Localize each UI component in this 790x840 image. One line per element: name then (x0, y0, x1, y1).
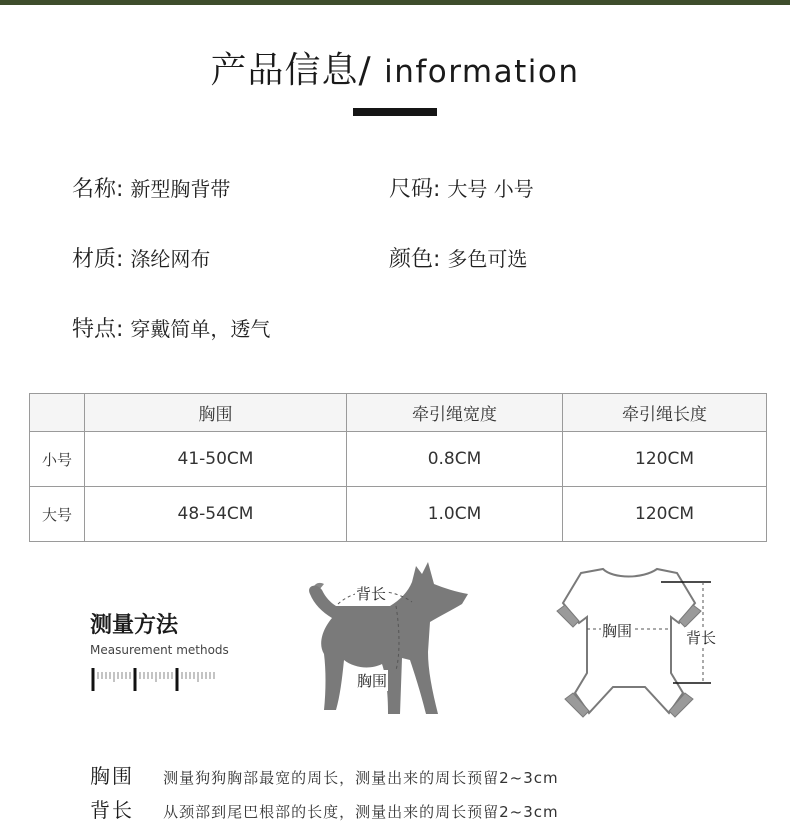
info-feature-value: 穿戴简单，透气 (130, 317, 271, 341)
garment-back-length-label: 背长 (686, 629, 717, 647)
garment-chest-label: 胸围 (602, 622, 633, 640)
info-feature-label: 特点: (72, 317, 124, 342)
table-cell: 0.8CM (347, 432, 563, 487)
garment-figure (543, 565, 733, 720)
desc-chest-key: 胸围 (90, 764, 134, 788)
info-name-label: 名称: (72, 177, 124, 202)
info-size (389, 172, 534, 203)
table-header-cell: 牵引绳宽度 (347, 394, 563, 432)
info-name (72, 172, 230, 203)
table-cell: 41-50CM (85, 432, 347, 487)
title-underline (353, 108, 437, 116)
table-cell: 大号 (30, 487, 85, 542)
dog-figure (300, 560, 480, 720)
info-size-value: 大号 小号 (447, 177, 534, 201)
table-row (30, 487, 767, 542)
measure-title: 测量方法 (90, 613, 179, 638)
ruler-icon (89, 666, 221, 692)
size-table (29, 393, 767, 542)
title-zh: 产品信息/ (210, 50, 372, 91)
measure-subtitle: Measurement methods (90, 643, 229, 657)
info-material-value: 涤纶网布 (130, 247, 211, 271)
info-size-label: 尺码: (389, 177, 441, 202)
table-cell: 小号 (30, 432, 85, 487)
top-banner-strip (0, 0, 790, 5)
info-material (72, 242, 210, 273)
table-row (30, 432, 767, 487)
table-header-cell: 胸围 (85, 394, 347, 432)
table-cell: 48-54CM (85, 487, 347, 542)
dog-silhouette-icon (300, 560, 480, 720)
table-cell: 1.0CM (347, 487, 563, 542)
desc-chest (90, 760, 559, 789)
page-title (0, 42, 790, 93)
info-feature (72, 312, 270, 343)
desc-back-key: 背长 (90, 798, 134, 822)
desc-back-text: 从颈部到尾巴根部的长度，测量出来的周长预留2~3cm (163, 803, 559, 821)
info-color-value: 多色可选 (447, 247, 528, 271)
table-header-row (30, 394, 767, 432)
table-cell: 120CM (563, 432, 767, 487)
title-en: information (384, 54, 580, 90)
dog-chest-label: 胸围 (357, 672, 388, 690)
info-material-label: 材质: (72, 247, 124, 272)
table-header-cell (30, 394, 85, 432)
dog-back-length-label: 背长 (356, 585, 387, 603)
info-color-label: 颜色: (389, 247, 441, 272)
table-cell: 120CM (563, 487, 767, 542)
table-header-cell: 牵引绳长度 (563, 394, 767, 432)
desc-back (90, 794, 559, 823)
info-name-value: 新型胸背带 (130, 177, 231, 201)
desc-chest-text: 测量狗狗胸部最宽的周长，测量出来的周长预留2~3cm (163, 769, 559, 787)
info-color (389, 242, 527, 273)
